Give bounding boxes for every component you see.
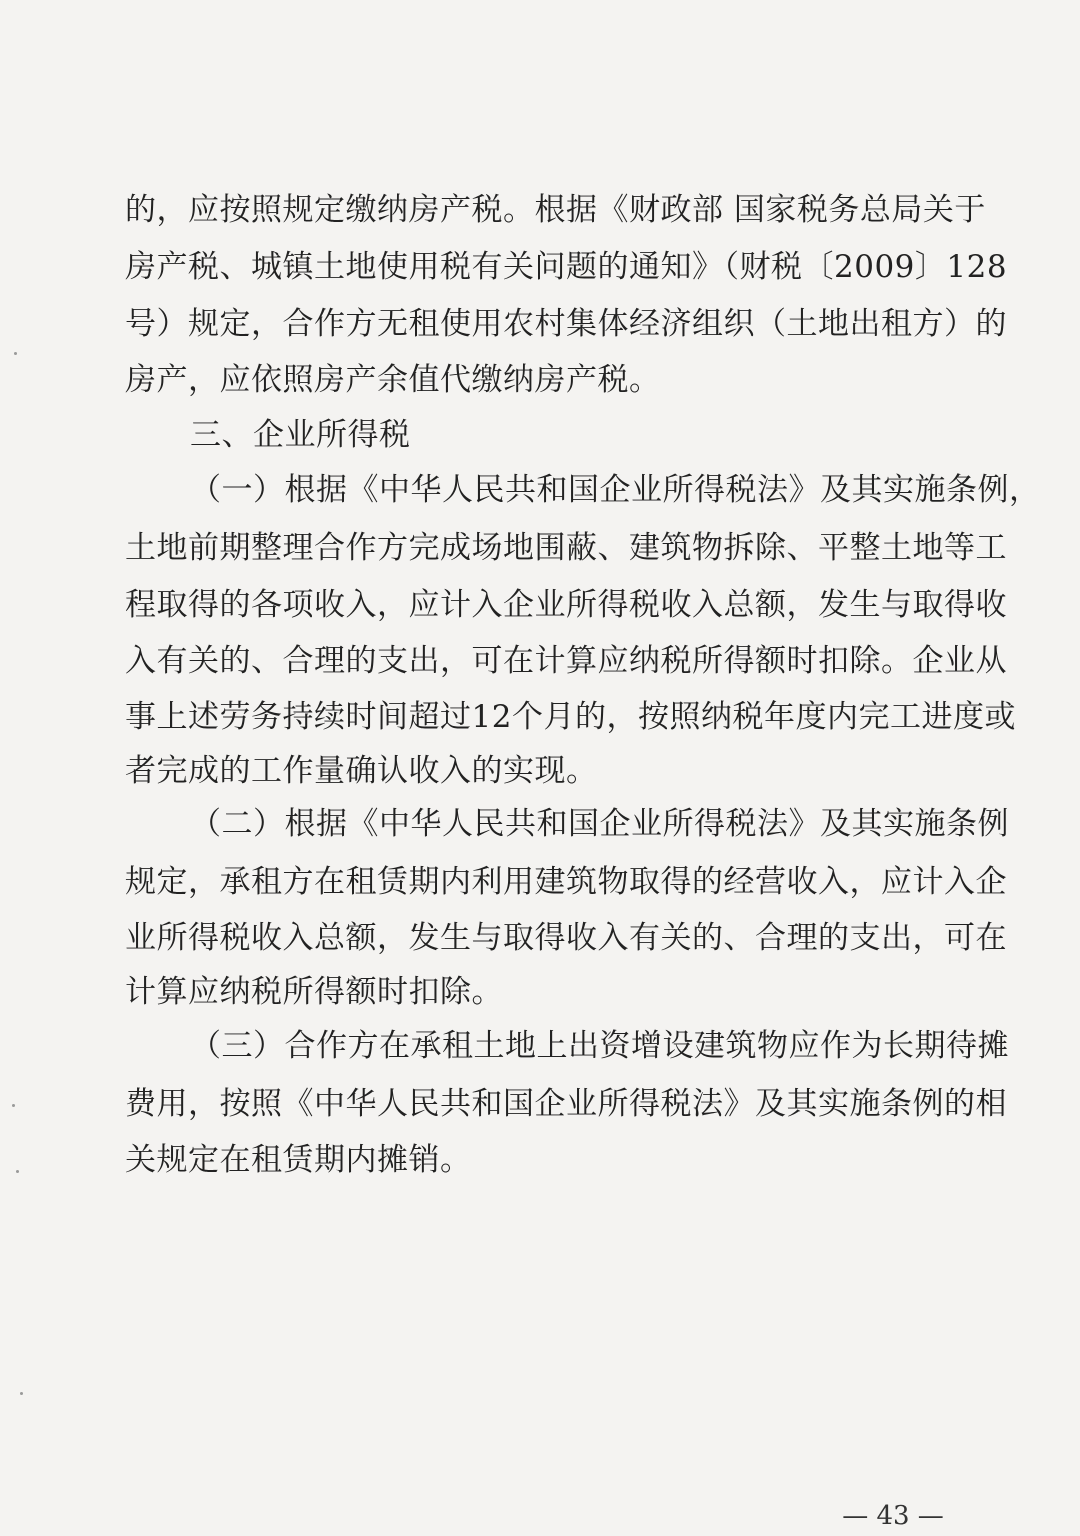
- paragraph-1-line-3: 程取得的各项收入，应计入企业所得税收入总额，发生与取得收: [125, 587, 1007, 623]
- paragraph-2-line-1: （二）根据《中华人民共和国企业所得税法》及其实施条例: [190, 806, 1009, 842]
- scan-speck: [12, 1104, 15, 1107]
- paragraph-1-line-5: 事上述劳务持续时间超过12个月的，按照纳税年度内完工进度或: [125, 699, 1016, 735]
- paragraph-2-line-2: 规定，承租方在租赁期内利用建筑物取得的经营收入，应计入企: [125, 864, 1007, 900]
- body-line-1: 的，应按照规定缴纳房产税。根据《财政部 国家税务总局关于: [125, 192, 986, 228]
- paragraph-3-line-2: 费用，按照《中华人民共和国企业所得税法》及其实施条例的相: [125, 1086, 1007, 1122]
- body-line-4: 房产，应依照房产余值代缴纳房产税。: [125, 362, 661, 398]
- paragraph-3-line-3: 关规定在租赁期内摊销。: [125, 1142, 472, 1178]
- paragraph-2-line-3: 业所得税收入总额，发生与取得收入有关的、合理的支出，可在: [125, 920, 1007, 956]
- page-number: — 43 —: [842, 1501, 944, 1531]
- body-line-2: 房产税、城镇土地使用税有关问题的通知》（财税〔2009〕128: [125, 249, 1008, 285]
- paragraph-1-line-4: 入有关的、合理的支出，可在计算应纳税所得额时扣除。企业从: [125, 643, 1007, 679]
- paragraph-3-line-1: （三）合作方在承租土地上出资增设建筑物应作为长期待摊: [190, 1028, 1009, 1064]
- scan-speck: [14, 352, 17, 355]
- body-line-3: 号）规定，合作方无租使用农村集体经济组织（土地出租方）的: [125, 306, 1007, 342]
- section-heading: 三、企业所得税: [190, 417, 411, 453]
- scan-speck: [20, 1392, 23, 1395]
- paragraph-1-line-2: 土地前期整理合作方完成场地围蔽、建筑物拆除、平整土地等工: [125, 530, 1007, 566]
- paragraph-1-line-1: （一）根据《中华人民共和国企业所得税法》及其实施条例，: [190, 472, 1041, 508]
- paragraph-1-line-6: 者完成的工作量确认收入的实现。: [125, 753, 598, 789]
- scan-speck: [16, 1170, 19, 1173]
- paragraph-2-line-4: 计算应纳税所得额时扣除。: [125, 974, 503, 1010]
